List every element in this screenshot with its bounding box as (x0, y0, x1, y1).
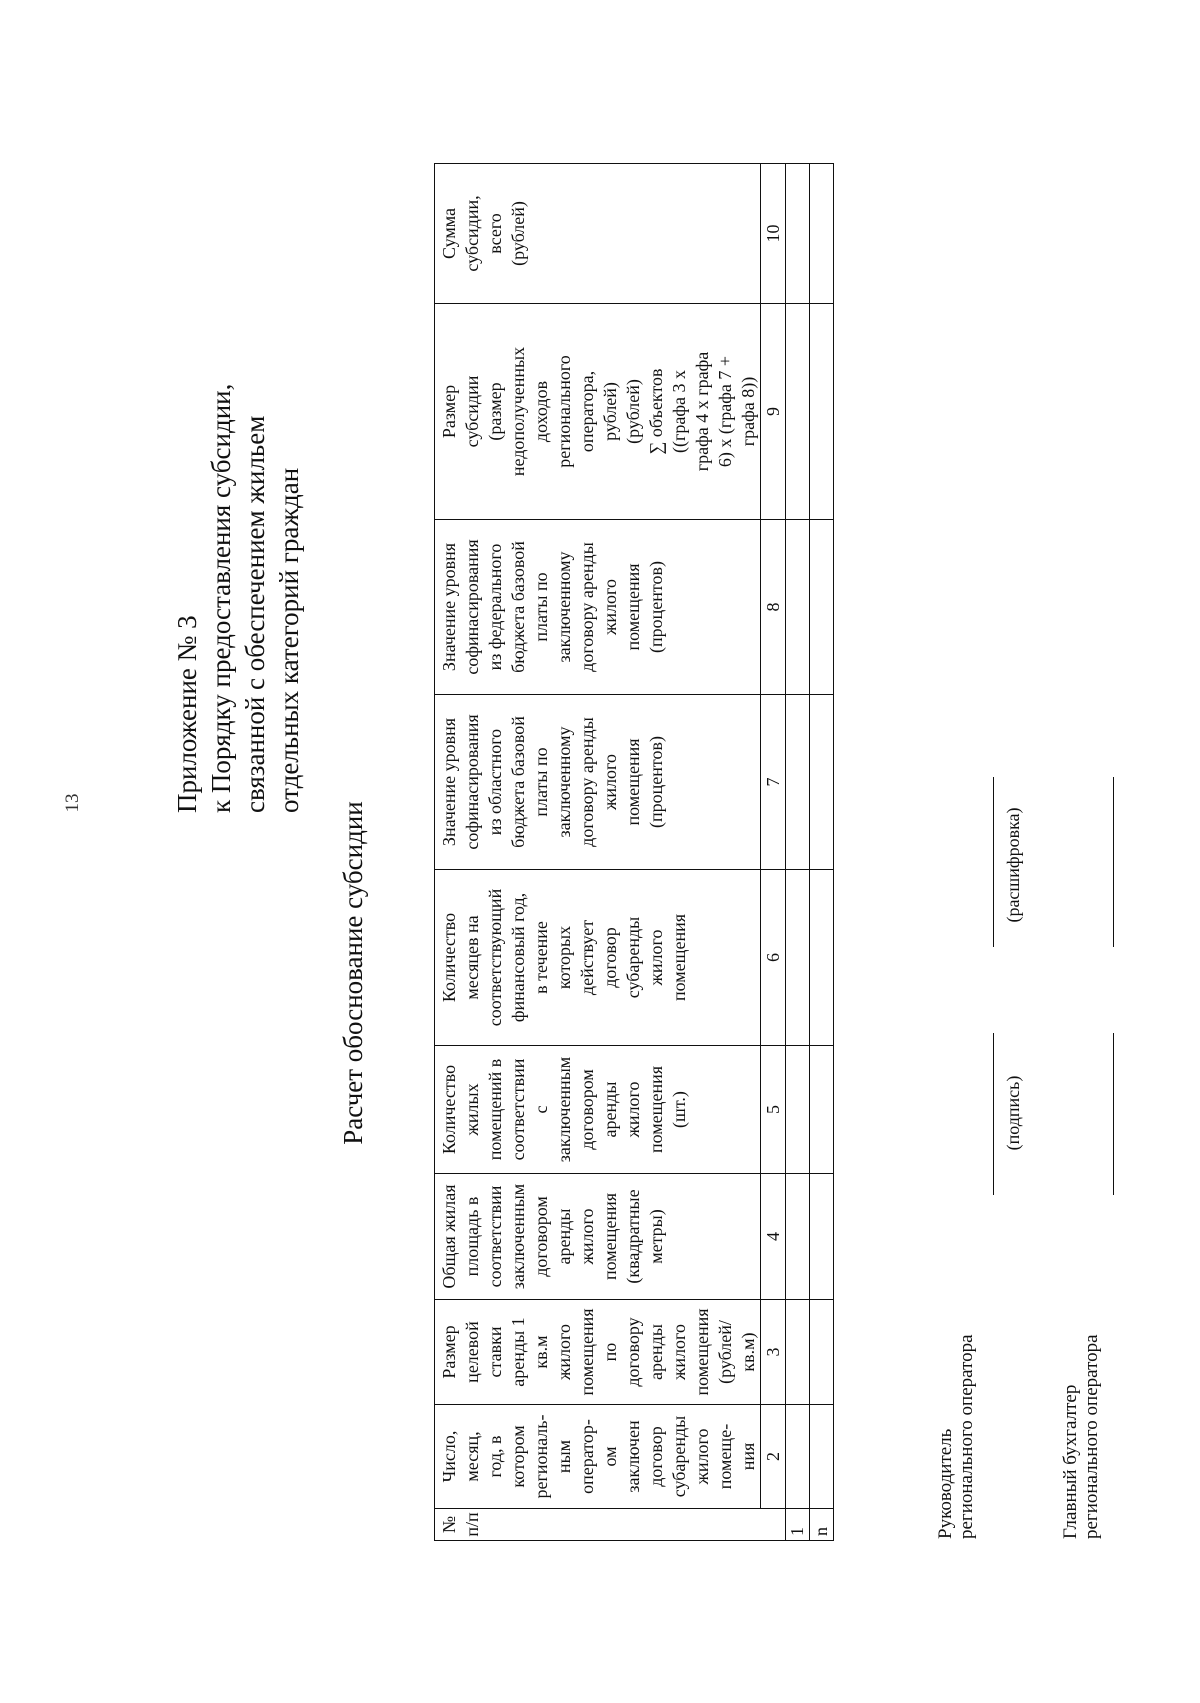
appendix-line: отдельных категорий граждан (274, 467, 304, 813)
column-number: 9 (761, 304, 786, 520)
table-header-row (435, 164, 761, 1541)
table-cell (786, 164, 810, 304)
table-row (810, 164, 834, 1541)
row-label: n (810, 1509, 834, 1541)
table-cell (786, 695, 810, 870)
table-cell (786, 520, 810, 695)
table-cell (810, 520, 834, 695)
header-cell-quantity: Количество жилых помещений в соответствии с заключенным договором аренды жилого помещения (шт.) (435, 1046, 761, 1174)
head-signature-line (993, 1033, 994, 1195)
appendix-line: связанной с обеспечением жильем (240, 415, 270, 813)
column-number: 3 (761, 1300, 786, 1405)
subsidy-calculation-table (434, 163, 834, 1541)
table-cell (786, 1300, 810, 1405)
header-cell-number: № п/п (435, 1509, 786, 1541)
table-cell (786, 1405, 810, 1509)
header-cell-subsidy-size: Размер субсидии (размер недополученных доходов регионального оператора, рублей) (рублей) ∑ объектов ((графа 3 x графа 4 x графа 6) x (графа 7 + графа 8)) (435, 304, 761, 520)
column-number: 4 (761, 1174, 786, 1300)
signature-caption: (подпись) (1003, 1075, 1023, 1151)
appendix-line: Приложение № 3 (172, 615, 202, 813)
header-cell-rate: Размер целевой ставки аренды 1 кв.м жилого помещения по договору аренды жилого помещения (рублей/ кв.м) (435, 1300, 761, 1405)
header-cell-federal-share: Значение уровня софинасирования из федерального бюджета базовой платы по заключенному договору аренды жилого помещения (процентов) (435, 520, 761, 695)
header-cell-area: Общая жилая площадь в соответствии заключенным договором аренды жилого помещения (квадратные метры) (435, 1174, 761, 1300)
accountant-position-line: регионального оператора (1081, 1334, 1102, 1539)
head-signature-block (935, 1334, 977, 1539)
table-cell (786, 870, 810, 1046)
table-cell (786, 1174, 810, 1300)
header-cell-months: Количество месяцев на соответствующий финансовый год, в течение которых действует договор субаренды жилого помещения (435, 870, 761, 1046)
table-cell (810, 1174, 834, 1300)
table-row (786, 164, 810, 1541)
column-number: 6 (761, 870, 786, 1046)
column-number: 5 (761, 1046, 786, 1174)
column-number: 2 (761, 1405, 786, 1509)
column-number: 10 (761, 164, 786, 304)
head-position-line: Руководитель (935, 1428, 956, 1539)
accountant-signature-block (1060, 1334, 1102, 1539)
table-cell (810, 695, 834, 870)
table-cell (786, 304, 810, 520)
accountant-signature-line (1113, 1033, 1114, 1195)
head-decode-line (993, 777, 994, 947)
table-cell (810, 1405, 834, 1509)
table-cell (810, 304, 834, 520)
head-position-line: регионального оператора (956, 1334, 977, 1539)
accountant-decode-line (1113, 777, 1114, 947)
appendix-line: к Порядку предоставления субсидии, (206, 383, 236, 813)
header-cell-subsidy-total: Сумма субсидии, всего (рублей) (435, 164, 761, 304)
table-cell (810, 164, 834, 304)
column-number-row (761, 164, 786, 1541)
column-number: 7 (761, 695, 786, 870)
header-cell-date: Число, месяц, год, в котором региональ- ным оператор- ом заключен договор субаренды жилого помеще- ния (435, 1405, 761, 1509)
column-number: 8 (761, 520, 786, 695)
row-label: 1 (786, 1509, 810, 1541)
table-cell (810, 1046, 834, 1174)
decode-caption: (расшифровка) (1003, 807, 1023, 923)
table-cell (786, 1046, 810, 1174)
document-title: Расчет обоснование субсидии (338, 801, 368, 1145)
accountant-position-line: Главный бухгалтер (1060, 1384, 1081, 1539)
table-cell (810, 1300, 834, 1405)
header-cell-regional-share: Значение уровня софинасирования из областного бюджета базовой платы по заключенному договору аренды жилого помещения (процентов) (435, 695, 761, 870)
table-cell (810, 870, 834, 1046)
appendix-heading (170, 384, 306, 813)
page-number: 13 (62, 793, 83, 813)
